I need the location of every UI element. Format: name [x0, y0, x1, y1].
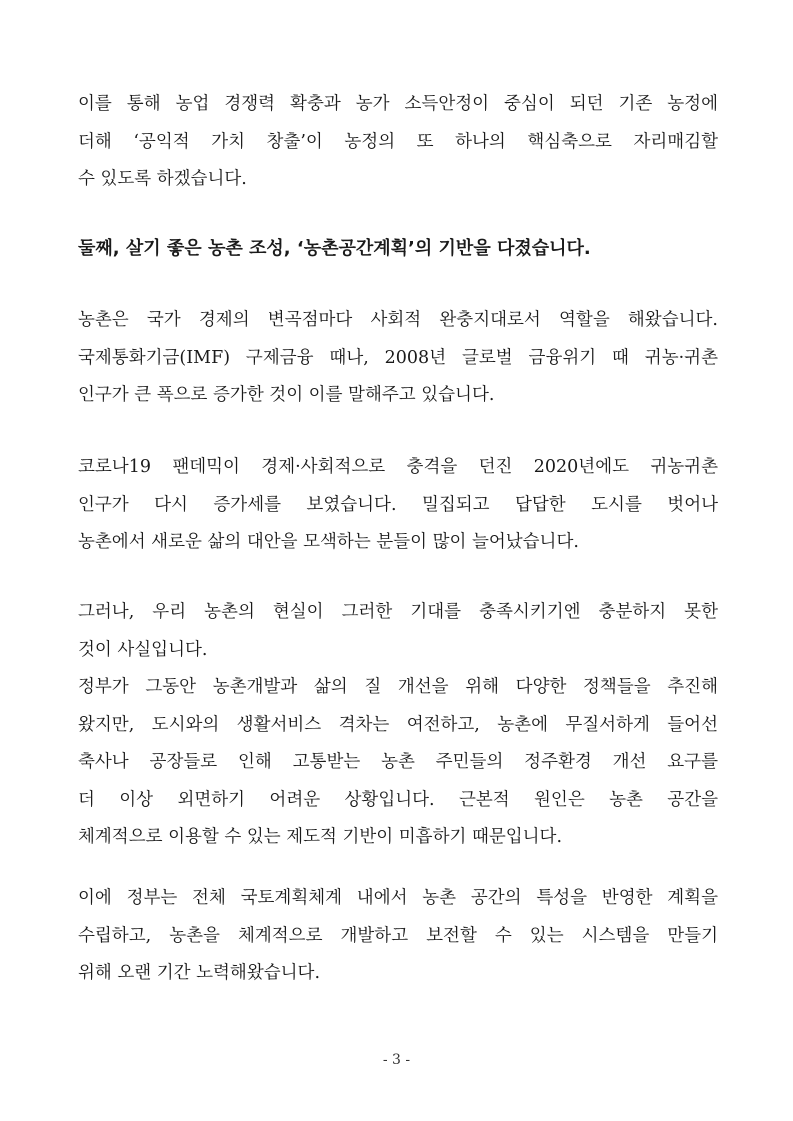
text-line: 그러나, 우리 농촌의 현실이 그러한 기대를 충족시키기엔 충분하지 못한 [78, 602, 718, 622]
text-line: 이에 정부는 전체 국토계획체계 내에서 농촌 공간의 특성을 반영한 계획을 [78, 888, 718, 908]
text-line: 체계적으로 이용할 수 있는 제도적 기반이 미흡하기 때문입니다. [78, 827, 563, 847]
text-line: 농촌은 국가 경제의 변곡점마다 사회적 완충지대로서 역할을 해왔습니다. [78, 310, 718, 330]
page-number: - 3 - [382, 1052, 411, 1068]
text-line: 축사나 공장들로 인해 고통받는 농촌 주민들의 정주환경 개선 요구를 [78, 752, 718, 772]
text-line: 이를 통해 농업 경쟁력 확충과 농가 소득안정이 중심이 되던 기존 농정에 [78, 94, 718, 114]
text-line: 수 있도록 하겠습니다. [78, 169, 247, 189]
text-line: 정부가 그동안 농촌개발과 삶의 질 개선을 위해 다양한 정책들을 추진해 [78, 677, 718, 697]
text-line: 국제통화기금(IMF) 구제금융 때나, 2008년 글로벌 금융위기 때 귀농·귀촌 [78, 347, 718, 368]
section-heading: 둘째, 살기 좋은 농촌 조성, ‘농촌공간계획’의 기반을 다졌습니다. [78, 238, 591, 259]
text-line: 더 이상 외면하기 어려운 상황입니다. 근본적 원인은 농촌 공간을 [78, 789, 718, 810]
text-line: 위해 오랜 기간 노력해왔습니다. [78, 963, 321, 983]
paragraph-public-value [78, 86, 718, 199]
paragraph-rural-buffer [78, 302, 718, 415]
paragraph-government-effort [78, 880, 718, 993]
text-line: 인구가 큰 폭으로 증가한 것이 이를 말해주고 있습니다. [78, 385, 495, 405]
text-line: 농촌에서 새로운 삶의 대안을 모색하는 분들이 많이 늘어났습니다. [78, 532, 579, 552]
text-line: 인구가 다시 증가세를 보였습니다. 밀집되고 답답한 도시를 벗어나 [78, 494, 718, 515]
text-line: 더해 ‘공익적 가치 창출’이 농정의 또 하나의 핵심축으로 자리매김할 [78, 131, 718, 152]
text-line: 왔지만, 도시와의 생활서비스 격차는 여전하고, 농촌에 무질서하게 들어선 [78, 714, 718, 735]
paragraph-rural-reality [78, 594, 718, 857]
text-line: 것이 사실입니다. [78, 639, 208, 660]
text-line: 코로나19 팬데믹이 경제·사회적으로 충격을 던진 2020년에도 귀농귀촌 [78, 457, 718, 477]
paragraph-covid-migration [78, 449, 718, 562]
text-line: 수립하고, 농촌을 체계적으로 개발하고 보전할 수 있는 시스템을 만들기 [78, 925, 718, 946]
